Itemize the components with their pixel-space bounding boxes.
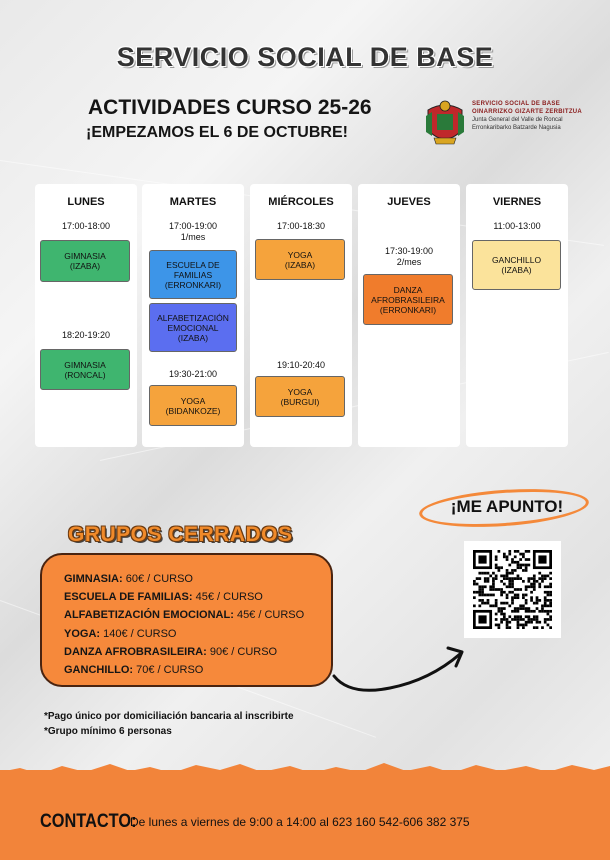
contact-info: De lunes a viernes de 9:00 a 14:00 al 623 160 542-606 382 375 — [130, 815, 470, 829]
activity-alfabetizacion-emocional: ALFABETIZACIÓN EMOCIONAL (IZABA) — [149, 303, 237, 352]
day-name-monday: LUNES — [67, 196, 105, 208]
schedule-column-friday — [466, 184, 568, 447]
organization-name — [472, 100, 602, 132]
price-item: DANZA AFROBRASILEIRA: 90€ / CURSO — [64, 645, 278, 658]
org-name-line1: SERVICIO SOCIAL DE BASE — [472, 101, 561, 107]
time-slot: 19:30-21:00 — [168, 369, 218, 379]
activity-ganchillo-izaba: GANCHILLO (IZABA) — [472, 240, 561, 290]
note-minimum-group: *Grupo mínimo 6 personas — [44, 726, 172, 737]
coat-of-arms-logo — [424, 96, 466, 150]
note-payment: *Pago único por domiciliación bancaria al inscribirte — [44, 711, 294, 722]
time-slot: 17:00-19:00 1/mes — [168, 221, 218, 242]
qr-code-icon — [473, 550, 552, 629]
arrow-icon — [330, 640, 470, 700]
courses-title: ACTIVIDADES CURSO 25-26 — [88, 96, 372, 119]
page-title: SERVICIO SOCIAL DE BASE — [116, 42, 494, 72]
day-name-friday: VIERNES — [492, 196, 542, 208]
signup-label: ¡ME APUNTO! — [450, 497, 564, 516]
activity-gimnasia-roncal: GIMNASIA (RONCAL) — [40, 349, 130, 390]
start-date-note: ¡EMPEZAMOS EL 6 DE OCTUBRE! — [86, 124, 348, 141]
notes — [44, 709, 294, 739]
contact-label: CONTACTO: — [40, 811, 137, 832]
time-slot: 17:30-19:00 2/mes — [384, 246, 434, 267]
time-slot: 17:00-18:30 — [276, 221, 326, 231]
activity-escuela-de-familias: ESCUELA DE FAMILIAS (ERRONKARI) — [149, 250, 237, 299]
price-item: YOGA: 140€ / CURSO — [64, 627, 177, 640]
signup-qr-code[interactable] — [464, 541, 561, 638]
org-name-line4: Erronkaribarko Batzarde Nagusia — [472, 125, 561, 131]
activity-yoga-burgui: YOGA (BURGUI) — [255, 376, 345, 417]
time-slot: 11:00-13:00 — [493, 221, 541, 231]
closed-groups-title: GRUPOS CERRADOS — [68, 523, 293, 546]
price-item: GANCHILLO: 70€ / CURSO — [64, 664, 204, 677]
activity-yoga-bidankoze: YOGA (BIDANKOZE) — [149, 385, 237, 426]
org-name-line3: Junta General del Valle de Roncal — [472, 117, 563, 123]
time-slot: 19:10-20:40 — [276, 360, 326, 370]
schedule-column-thursday — [358, 184, 460, 447]
activity-gimnasia-izaba: GIMNASIA (IZABA) — [40, 240, 130, 282]
schedule-column-monday — [35, 184, 137, 447]
activity-yoga-izaba: YOGA (IZABA) — [255, 239, 345, 280]
price-item: ALFABETIZACIÓN EMOCIONAL: 45€ / CURSO — [64, 609, 305, 622]
day-name-thursday: JUEVES — [387, 196, 431, 208]
day-name-tuesday: MARTES — [169, 196, 217, 208]
time-slot: 17:00-18:00 — [61, 221, 111, 231]
price-list — [40, 553, 333, 687]
time-slot: 18:20-19:20 — [61, 330, 111, 340]
price-item: GIMNASIA: 60€ / CURSO — [64, 573, 193, 585]
schedule-column-wednesday — [250, 184, 352, 447]
price-item: ESCUELA DE FAMILIAS: 45€ / CURSO — [64, 591, 263, 604]
schedule-column-tuesday — [142, 184, 244, 447]
day-name-wednesday: MIÉRCOLES — [268, 196, 334, 208]
activity-danza-afrobrasileira: DANZA AFROBRASILEIRA (ERRONKARI) — [363, 274, 453, 325]
org-name-line2: OINARRIZKO GIZARTE ZERBITZUA — [472, 109, 583, 115]
